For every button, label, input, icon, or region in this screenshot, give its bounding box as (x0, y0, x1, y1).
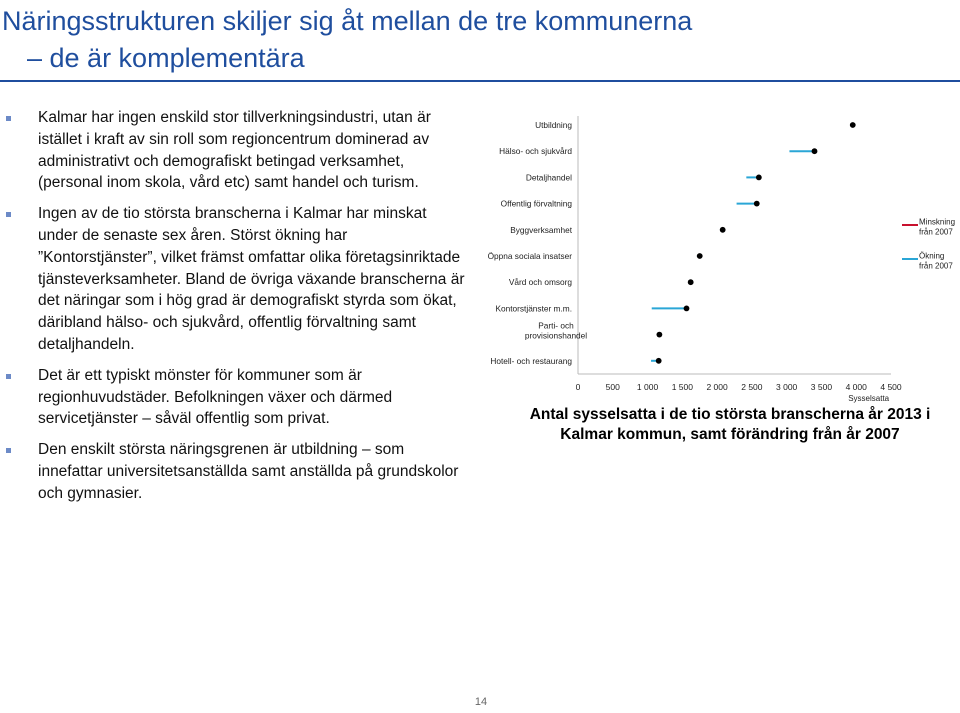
industry-chart (488, 108, 960, 408)
x-tick-label: 500 (605, 382, 620, 392)
x-tick-label: 0 (575, 382, 581, 392)
data-point (812, 148, 818, 154)
category-label: Offentlig förvaltning (500, 198, 572, 209)
x-tick-label: 4 000 (845, 382, 867, 392)
bullet-item (0, 203, 470, 356)
bullet-square-icon (6, 374, 11, 379)
data-point (720, 227, 726, 233)
data-point (656, 332, 662, 338)
title-divider (0, 80, 960, 82)
legend-label: från 2007 (919, 261, 953, 271)
x-tick-label: 3 000 (776, 382, 798, 392)
bullet-square-icon (6, 448, 11, 453)
caption-line-1: Antal sysselsatta i de tio största branscherna år 2013 i (529, 406, 931, 423)
category-label: Hälso- och sjukvård (499, 146, 572, 157)
bullet-item (0, 439, 470, 504)
category-label: Öppna sociala insatser (488, 251, 572, 261)
data-point (850, 122, 856, 128)
category-label: Vård och omsorg (508, 277, 572, 288)
category-label: Utbildning (535, 120, 572, 130)
x-axis-label: Sysselsatta (848, 394, 890, 403)
legend-label: Minskning (919, 217, 956, 227)
legend-label: från 2007 (919, 227, 953, 237)
category-label: Detaljhandel (525, 172, 572, 183)
chart-caption (500, 405, 960, 444)
bullet-square-icon (6, 116, 11, 121)
bullet-square-icon (6, 212, 11, 217)
x-tick-label: 2 000 (706, 382, 728, 392)
category-label: Byggverksamhet (510, 224, 572, 235)
title-line-1: Näringsstrukturen skiljer sig åt mellan de tre kommunerna (2, 6, 693, 36)
data-point (656, 358, 662, 364)
x-tick-label: 4 500 (880, 382, 902, 392)
data-point (697, 253, 703, 259)
legend-label: Ökning (919, 251, 945, 261)
bullet-text: Ingen av de tio största branscherna i Kalmar har minskat under de senaste sex åren. Störst ökning har ”Kontorstjänster”, vilket främst omfattar olika företagsinriktade tjänsteverksamheter. Bland de övriga växande branscherna är det näringar som i hög grad är demografiskt styrda som ökat, däribland hälso- och sjukvård, offentlig förvaltning samt detaljhandeln. (38, 205, 465, 353)
category-label: provisionshandel (524, 330, 588, 341)
bullet-text: Det är ett typiskt mönster för kommuner som är regionhuvudstäder. Befolkningen växer och därmed servicetjänster – såväl offentlig som privat. (38, 366, 393, 428)
title-line-2: – de är komplementära (27, 43, 305, 73)
data-point (688, 279, 694, 285)
data-point (754, 201, 760, 207)
x-tick-label: 1 500 (671, 382, 693, 392)
bullet-list (0, 107, 470, 514)
data-point (684, 306, 690, 312)
page-number: 14 (474, 696, 488, 708)
category-label: Parti- och (538, 320, 574, 331)
bullet-text: Den enskilt största näringsgrenen är utbildning – som innefattar universitetsanställda samt anställda på grundskolor och gymnasier. (38, 441, 459, 502)
category-label: Hotell- och restaurang (490, 355, 572, 366)
bullet-item (0, 365, 470, 430)
chart-svg (488, 108, 960, 408)
x-tick-label: 3 500 (810, 382, 833, 392)
x-tick-label: 1 000 (636, 382, 659, 392)
bullet-text: Kalmar har ingen enskild stor tillverkningsindustri, utan är istället i kraft av sin roll som regioncentrum dominerad av administrativt och demografiskt betingad verksamhet, (personal inom skola, vård etc) samt handel och turism. (38, 109, 431, 192)
category-label: Kontorstjänster m.m. (495, 303, 572, 314)
bullet-item (0, 107, 470, 194)
x-tick-label: 2 500 (741, 382, 763, 392)
caption-line-2: Kalmar kommun, samt förändring från år 2007 (560, 425, 900, 443)
data-point (756, 175, 762, 181)
